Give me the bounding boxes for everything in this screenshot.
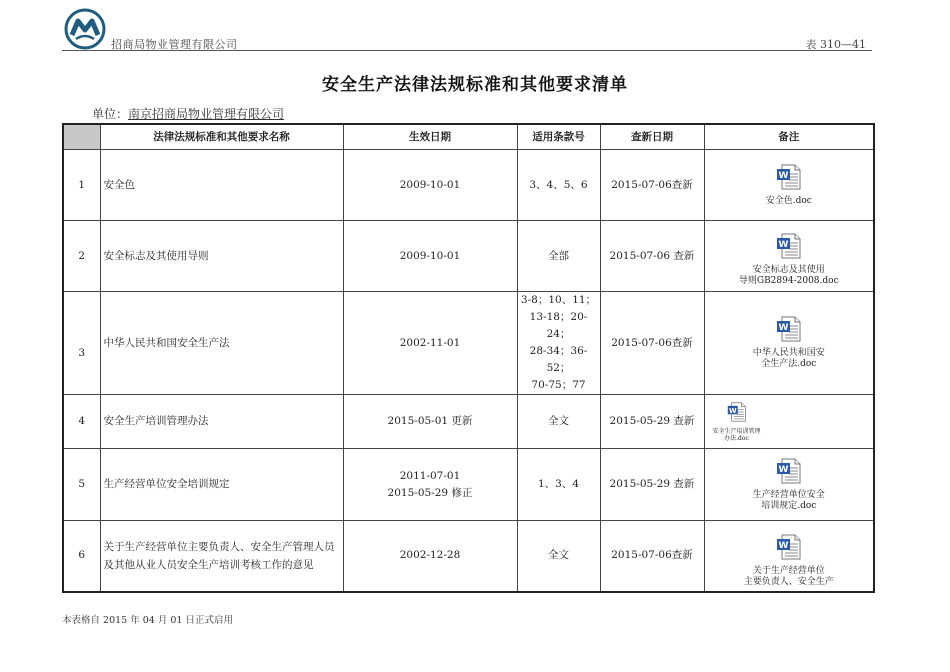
company-name: 招商局物业管理有限公司 [111,38,238,51]
row-number: 4 [63,395,100,449]
row-number: 6 [63,521,100,592]
col-header-clauses: 适用条款号 [517,124,600,150]
attachment[interactable] [704,395,874,449]
table-header-row [63,124,874,150]
svg-text:W: W [778,240,789,250]
clauses: 全文 [517,395,600,449]
row-number: 1 [63,150,100,221]
clauses: 1、3、4 [517,449,600,521]
attachment-name: 导则GB2894-2008.doc [738,276,839,286]
effective-date: 2009-10-01 [343,150,517,221]
regulation-name: 关于生产经营单位主要负责人、安全生产管理人员及其他从业人员安全生产培训考核工作的意见 [100,521,343,592]
footer-note: 本表格自 2015 年 04 月 01 日正式启用 [62,615,233,626]
regulation-name: 安全标志及其使用导则 [100,221,343,292]
attachment-name: 全生产法.doc [761,359,817,369]
clause-line: 70-75；77 [531,379,586,391]
effective-date [343,449,517,521]
attachment-name: 关于生产经营单位 [752,565,825,576]
company-logo [64,8,106,50]
attachment-name: 培训规定.doc [761,500,817,511]
clause-line: 3-8；10、11； [520,294,597,306]
svg-text:W: W [728,406,737,415]
table-row [63,449,874,521]
col-header-num [63,124,100,150]
attachment[interactable] [704,221,874,292]
form-number: 表 310—41 [805,38,866,51]
effective-date: 2002-11-01 [343,292,517,395]
date-line: 2011-07-01 [399,469,461,482]
clause-line: 13-18；20-24； [529,311,588,340]
attachment-name: 主要负责人、安全生产 [743,576,834,587]
word-document-icon[interactable] [776,316,802,342]
attachment[interactable] [704,521,874,592]
row-number: 5 [63,449,100,521]
row-number: 3 [63,292,100,395]
regulation-name: 安全生产培训管理办法 [100,395,343,449]
table-row [63,150,874,221]
attachment-name: 办法.doc [724,434,749,442]
check-date: 2015-07-06查新 [600,292,704,395]
clause-line: 28-34；36-52； [529,345,588,374]
attachment-name: 中华人民共和国安 [752,348,825,358]
clauses: 3、4、5、6 [517,150,600,221]
attachment-name: 安全色.doc [765,195,812,206]
svg-text:W: W [778,540,789,551]
clauses [517,292,600,395]
check-date: 2015-05-29 查新 [600,395,704,449]
check-date: 2015-07-06 查新 [600,221,704,292]
clauses: 全文 [517,521,600,592]
check-date: 2015-05-29 查新 [600,449,704,521]
col-header-remarks: 备注 [704,124,874,150]
check-date: 2015-07-06查新 [600,521,704,592]
table-row [63,395,874,449]
word-document-icon[interactable] [726,402,748,422]
page-title: 安全生产法律法规标准和其他要求清单 [322,75,628,95]
unit-value: 南京招商局物业管理有限公司 [128,107,285,121]
col-header-checked: 查新日期 [600,124,704,150]
unit-label: 单位： [92,107,129,121]
attachment-name: 安全生产培训管理 [712,427,761,435]
attachment[interactable] [704,150,874,221]
attachment-name: 生产经营单位安全 [752,489,825,500]
word-document-icon[interactable] [776,164,802,190]
regulation-name: 生产经营单位安全培训规定 [100,449,343,521]
regulation-name: 安全色 [100,150,343,221]
word-document-icon[interactable] [776,233,802,259]
col-header-effective: 生效日期 [343,124,517,150]
row-number: 2 [63,221,100,292]
unit-line [92,105,284,122]
regulations-table [62,123,875,593]
header-divider [62,50,872,51]
svg-text:W: W [778,170,789,181]
attachment[interactable] [704,449,874,521]
attachment[interactable] [704,292,874,395]
clauses: 全部 [517,221,600,292]
word-document-icon[interactable] [776,534,802,560]
check-date: 2015-07-06查新 [600,150,704,221]
effective-date: 2015-05-01 更新 [343,395,517,449]
word-document-icon[interactable] [776,458,802,484]
svg-text:W: W [778,323,789,333]
effective-date: 2009-10-01 [343,221,517,292]
date-line: 2015-05-29 修正 [387,486,473,499]
table-row [63,521,874,592]
svg-text:W: W [778,464,789,475]
table-row [63,221,874,292]
attachment-name: 安全标志及其使用 [752,265,825,275]
effective-date: 2002-12-28 [343,521,517,592]
col-header-name: 法律法规标准和其他要求名称 [100,124,343,150]
table-row [63,292,874,395]
regulation-name: 中华人民共和国安全生产法 [100,292,343,395]
